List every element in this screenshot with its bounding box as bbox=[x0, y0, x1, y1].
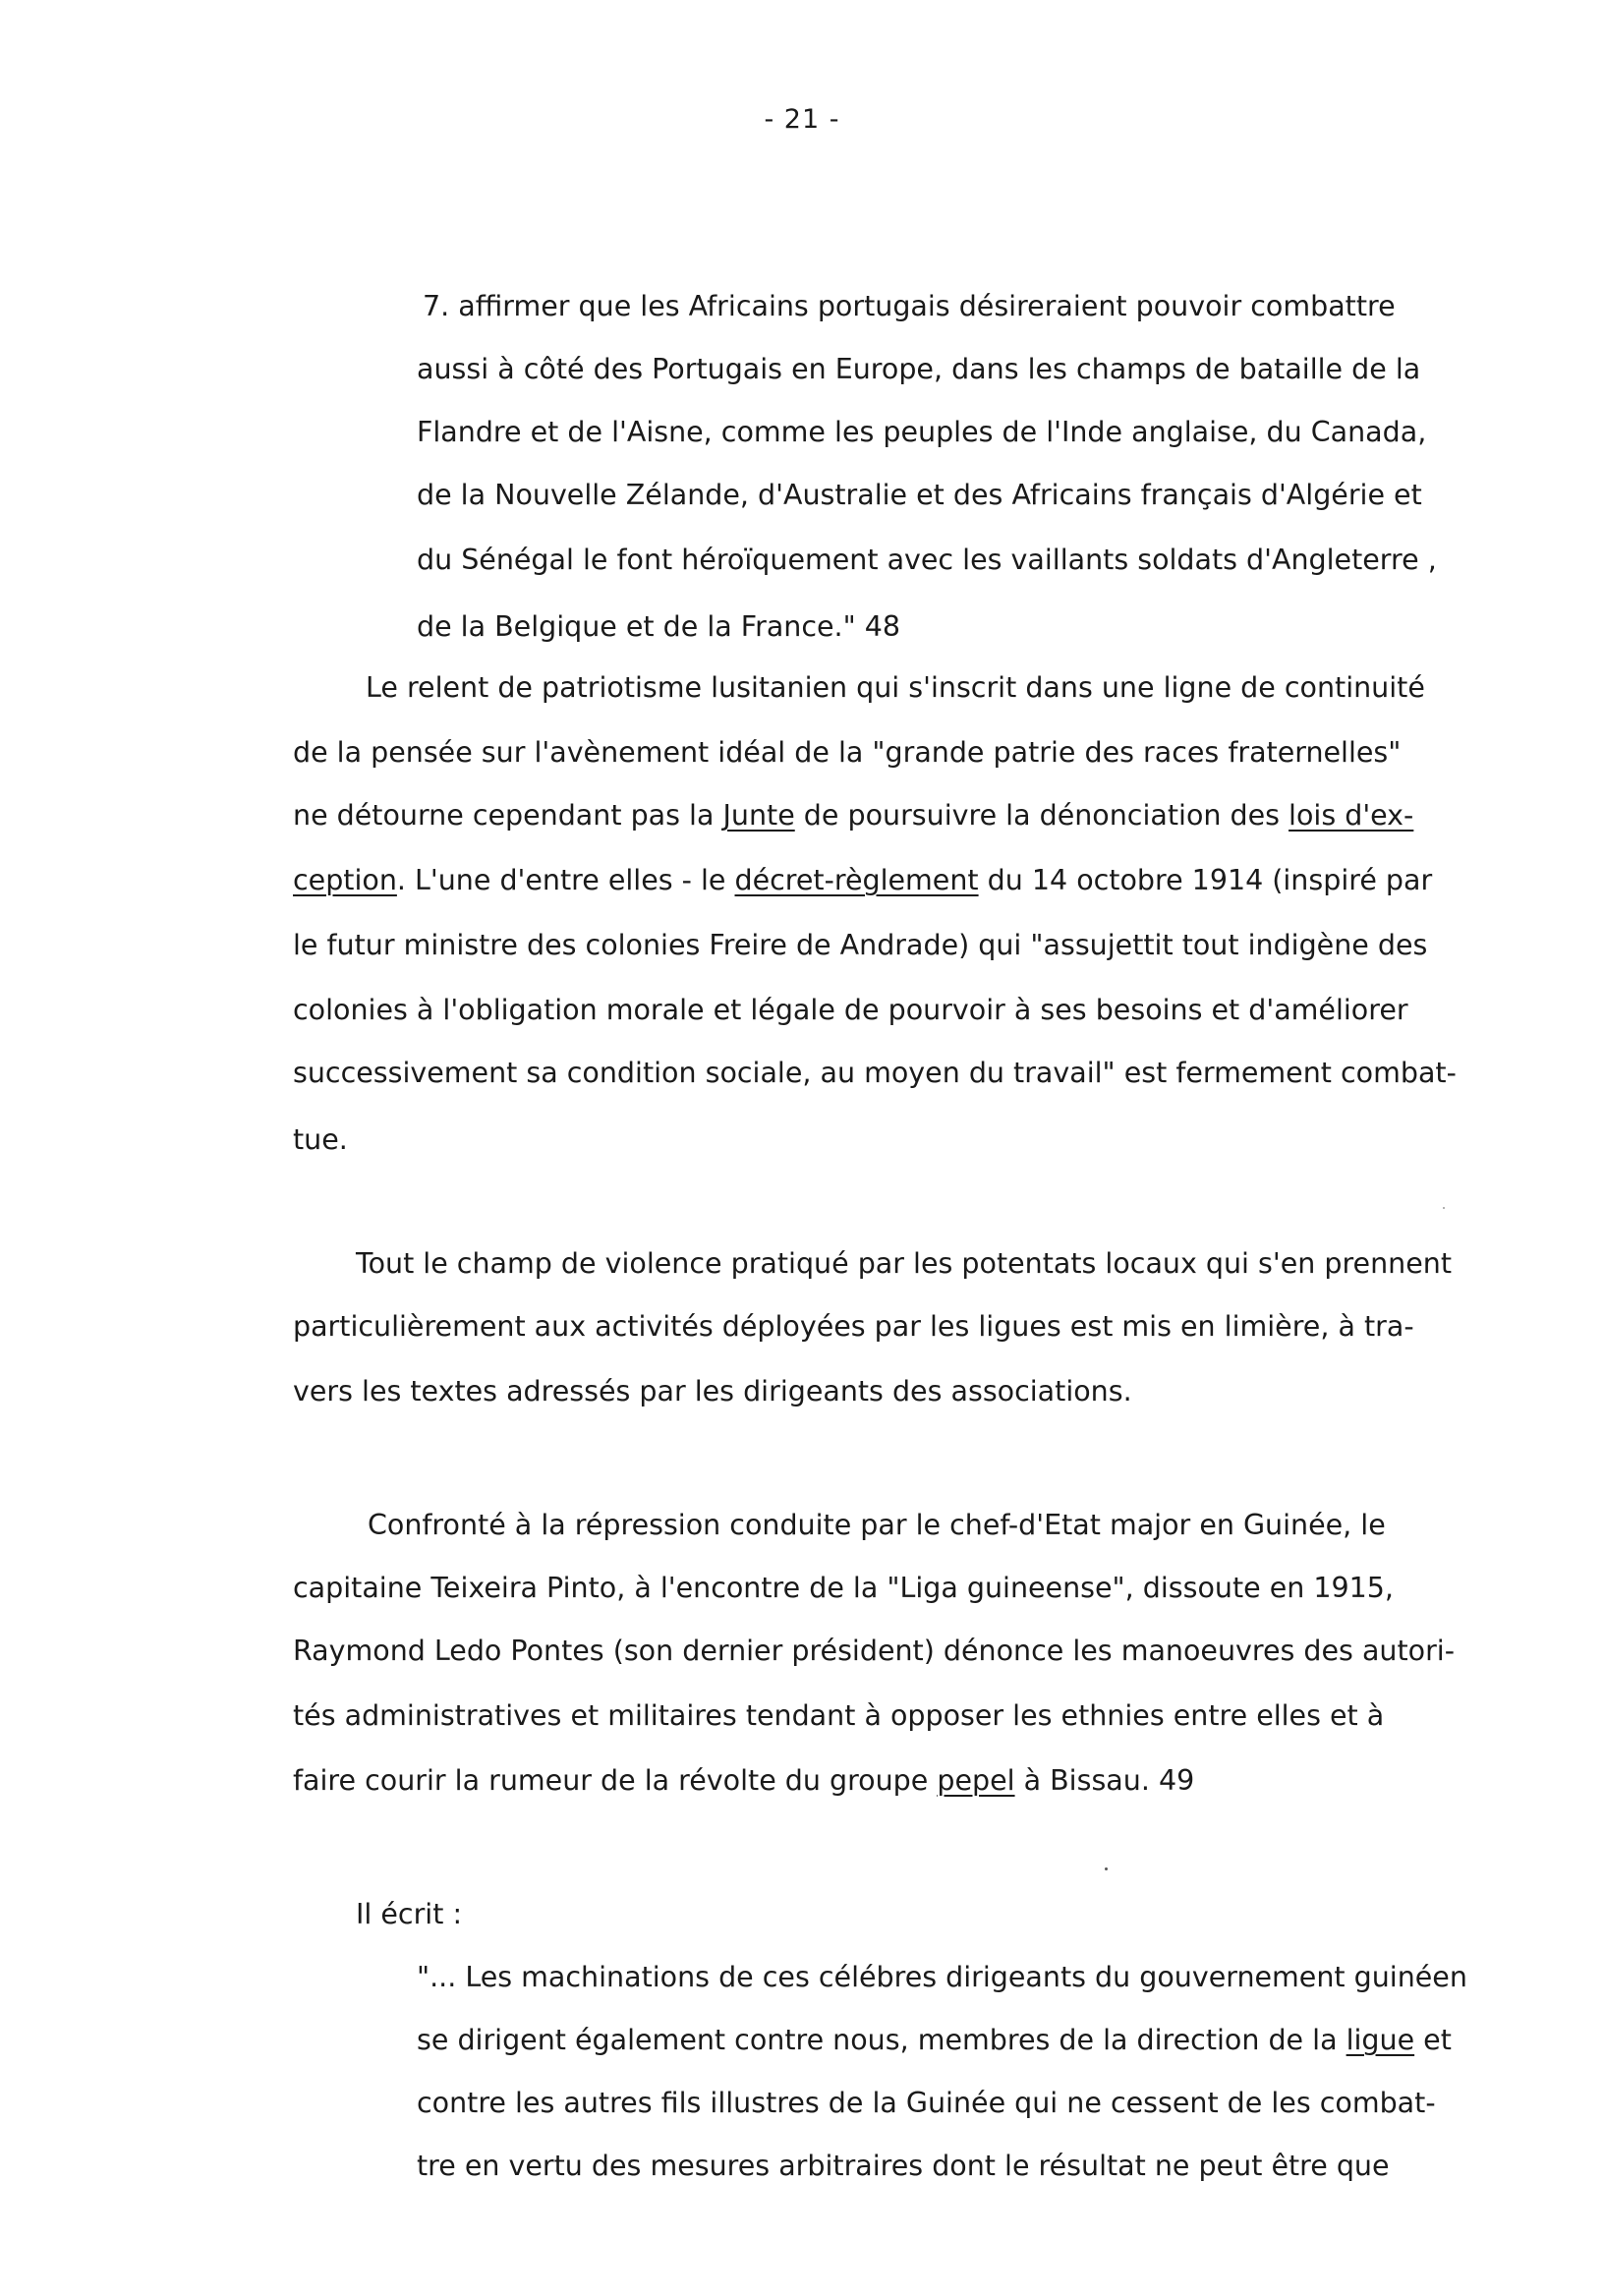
para1-text: . L'une d'entre elles - le bbox=[396, 864, 735, 896]
underlined-term-decret: décret-règlement bbox=[734, 864, 979, 896]
para1-text: du 14 octobre 1914 (inspiré par bbox=[978, 864, 1433, 896]
scan-speck bbox=[1443, 1207, 1445, 1209]
underlined-term-junte: Junte bbox=[722, 799, 795, 832]
para1-line-6: colonies à l'obligation morale et légale de pourvoir à ses besoins et d'améliorer bbox=[293, 994, 1408, 1026]
para1-line-3 bbox=[293, 796, 1413, 835]
para2-line-1: Tout le champ de violence pratiqué par les potentats locaux qui s'en prennent bbox=[356, 1247, 1452, 1280]
para3-line-5 bbox=[293, 1761, 1194, 1801]
quote2-line-1: "... Les machinations de ces célébres dirigeants du gouvernement guinéen bbox=[417, 1961, 1467, 1993]
page-number: - 21 - bbox=[764, 104, 840, 135]
underlined-term-ligue: ligue bbox=[1346, 2024, 1415, 2056]
para3-line-1: Confronté à la répression conduite par le chef-d'Etat major en Guinée, le bbox=[368, 1509, 1386, 1541]
para3-text: faire courir la rumeur de la révolte du groupe bbox=[293, 1764, 938, 1797]
quote2-line-4: tre en vertu des mesures arbitraires dont le résultat ne peut être que bbox=[417, 2150, 1390, 2182]
quote1-line-6: de la Belgique et de la France." 48 bbox=[417, 610, 901, 643]
para1-line-2: de la pensée sur l'avènement idéal de la "grande patrie des races fraternelles" bbox=[293, 736, 1402, 769]
underlined-term-lois: lois d'ex- bbox=[1289, 799, 1414, 832]
para1-text: de poursuivre la dénonciation des bbox=[794, 799, 1289, 832]
para1-line-5: le futur ministre des colonies Freire de Andrade) qui "assujettit tout indigène des bbox=[293, 929, 1428, 961]
underlined-term-ception: ception bbox=[293, 864, 397, 896]
quote1-line-2: aussi à côté des Portugais en Europe, dans les champs de bataille de la bbox=[417, 353, 1421, 385]
para1-line-7: successivement sa condition sociale, au moyen du travail" est fermement combat- bbox=[293, 1057, 1457, 1089]
quote2-line-3: contre les autres fils illustres de la Guinée qui ne cessent de les combat- bbox=[417, 2087, 1436, 2119]
quote2-text: se dirigent également contre nous, membres de la direction de la bbox=[417, 2024, 1346, 2056]
quote1-line-4: de la Nouvelle Zélande, d'Australie et des Africains français d'Algérie et bbox=[417, 479, 1422, 511]
para3-line-2: capitaine Teixeira Pinto, à l'encontre de la "Liga guineense", dissoute en 1915, bbox=[293, 1572, 1394, 1604]
para2-line-3: vers les textes adressés par les dirigeants des associations. bbox=[293, 1375, 1132, 1407]
quote1-line-1: 7. affirmer que les Africains portugais désireraient pouvoir combattre bbox=[423, 290, 1396, 322]
scan-speck bbox=[1105, 1867, 1108, 1870]
para1-line-1: Le relent de patriotisme lusitanien qui s'inscrit dans une ligne de continuité bbox=[366, 671, 1425, 704]
quote1-line-5: du Sénégal le font héroïquement avec les vaillants soldats d'Angleterre , bbox=[417, 544, 1437, 576]
quote2-text: et bbox=[1414, 2024, 1452, 2056]
underlined-term-pepel: pepel bbox=[937, 1764, 1015, 1797]
para1-line-8: tue. bbox=[293, 1123, 348, 1156]
para3-line-4: tés administratives et militaires tendant à opposer les ethnies entre elles et à bbox=[293, 1699, 1385, 1732]
para1-line-4 bbox=[293, 861, 1432, 900]
para2-line-2: particulièrement aux activités déployées par les ligues est mis en limière, à tra- bbox=[293, 1310, 1414, 1343]
quote1-line-3: Flandre et de l'Aisne, comme les peuples de l'Inde anglaise, du Canada, bbox=[417, 416, 1427, 448]
para3-text: à Bissau. 49 bbox=[1014, 1764, 1195, 1797]
il-ecrit-label: Il écrit : bbox=[356, 1898, 463, 1930]
para1-text: ne détourne cependant pas la bbox=[293, 799, 723, 832]
quote2-line-2 bbox=[417, 2021, 1452, 2060]
para3-line-3: Raymond Ledo Pontes (son dernier président) dénonce les manoeuvres des autori- bbox=[293, 1635, 1456, 1667]
